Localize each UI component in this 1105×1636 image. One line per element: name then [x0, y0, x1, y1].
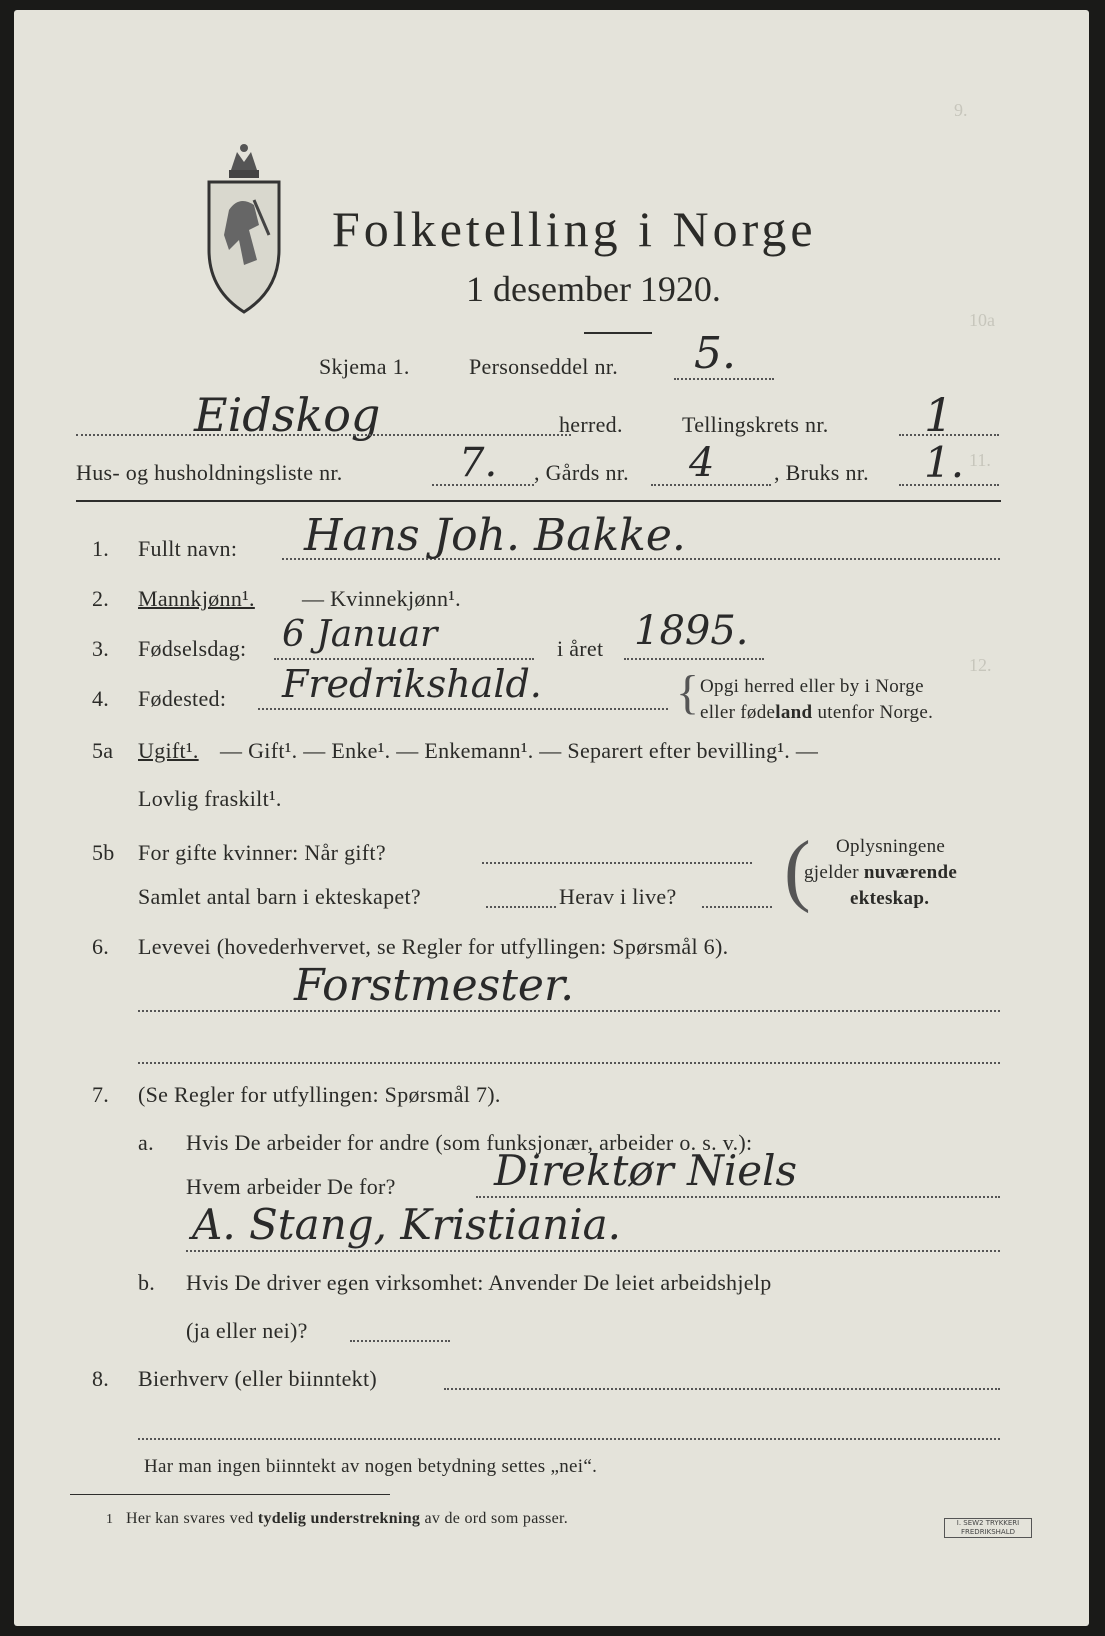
- q3-number: 3.: [92, 636, 110, 661]
- q1-number: 1.: [92, 536, 110, 561]
- q5b-married-line: [482, 862, 752, 864]
- skjema-label: Skjema 1.: [319, 354, 410, 379]
- marital-ugift-underlined: Ugift¹.: [138, 738, 199, 763]
- q4-note-brace: {: [676, 666, 700, 719]
- norway-coat-of-arms-icon: [199, 140, 289, 320]
- occupation-value: Forstmester.: [294, 960, 575, 1011]
- municipality-value: Eidskog: [194, 388, 381, 442]
- q3-day-line: [274, 658, 534, 660]
- q8-line-1: [444, 1388, 1000, 1390]
- printer-stamp: I. SEW2 TRYKKERI FREDRIKSHALD: [944, 1518, 1032, 1538]
- q5b-label: For gifte kvinner: Når gift?: [138, 840, 386, 865]
- q7b-letter: b.: [138, 1270, 156, 1295]
- q2-number: 2.: [92, 586, 110, 611]
- q4-label: Fødested:: [138, 686, 227, 711]
- q8-number: 8.: [92, 1366, 110, 1391]
- q7a-label: Hvis De arbeider for andre (som funksjonær, arbeider o. s. v.):: [186, 1130, 753, 1155]
- q7-number: 7.: [92, 1082, 110, 1107]
- herred-line: [76, 434, 571, 436]
- bruks-label: , Bruks nr.: [774, 460, 869, 485]
- q5b-number: 5b: [92, 840, 115, 865]
- q6-line-1: [138, 1010, 1000, 1012]
- q5b-note-line1: Oplysningene: [836, 836, 946, 857]
- footnote-text: Her kan svares ved tydelig understrekning av de ord som passer.: [126, 1510, 569, 1527]
- birth-day-value: 6 Januar: [282, 614, 438, 655]
- q7a-letter: a.: [138, 1130, 154, 1155]
- herred-label: herred.: [559, 412, 623, 437]
- q5b-note-line3: ekteskap.: [850, 888, 930, 909]
- q7b-line: [350, 1340, 450, 1342]
- gender-female-option: — Kvinnekjønn¹.: [302, 586, 461, 611]
- bruks-value: 1.: [924, 438, 965, 487]
- census-date: 1 desember 1920.: [466, 269, 721, 309]
- tellingskrets-value: 1: [924, 388, 954, 442]
- no-income-note: Har man ingen biinntekt av nogen betydning settes „nei“.: [144, 1456, 598, 1477]
- q1-label: Fullt navn:: [138, 536, 238, 561]
- marital-other-options: — Gift¹. — Enke¹. — Enkemann¹. — Separert efter bevilling¹. —: [220, 738, 819, 763]
- q4-note-line2: eller fødeland utenfor Norge.: [700, 702, 934, 723]
- personseddel-label: Personseddel nr.: [469, 354, 619, 379]
- census-form-page: [14, 10, 1089, 1626]
- q7-label: (Se Regler for utfyllingen: Spørsmål 7).: [138, 1082, 501, 1107]
- marital-divorced-option: Lovlig fraskilt¹.: [138, 786, 282, 811]
- personseddel-value: 5.: [694, 328, 736, 379]
- q4-line: [258, 708, 668, 710]
- q7a-employer-label: Hvem arbeider De for?: [186, 1174, 396, 1199]
- husliste-label: Hus- og husholdningsliste nr.: [76, 460, 343, 485]
- full-name-value: Hans Joh. Bakke.: [304, 510, 686, 561]
- form-title: Folketelling i Norge: [332, 201, 817, 257]
- q5b-note-line2: gjelder nuværende: [804, 862, 958, 883]
- gards-value: 4: [689, 440, 715, 486]
- title-divider: [584, 332, 652, 334]
- tellingskrets-label: Tellingskrets nr.: [682, 412, 829, 437]
- bleed-through-text: 9.: [954, 100, 968, 120]
- gender-male-underlined: Mannkjønn¹.: [138, 586, 255, 611]
- gards-label: , Gårds nr.: [534, 460, 629, 485]
- q5a-number: 5a: [92, 738, 114, 763]
- employer-value-line1: Direktør Niels: [494, 1146, 798, 1195]
- q4-number: 4.: [92, 686, 110, 711]
- q8-line-2: [138, 1438, 1000, 1440]
- q7b-label: Hvis De driver egen virksomhet: Anvender De leiet arbeidshjelp: [186, 1270, 772, 1295]
- q5b-children-line: [486, 906, 556, 908]
- footnote-marker: 1: [106, 1512, 114, 1527]
- q3-year-label: i året: [557, 636, 604, 661]
- q6-label: Levevei (hovederhvervet, se Regler for utfyllingen: Spørsmål 6).: [138, 934, 729, 959]
- q6-line-2: [138, 1062, 1000, 1064]
- q4-note-line1: Opgi herred eller by i Norge: [700, 676, 924, 697]
- birth-year-value: 1895.: [634, 608, 749, 654]
- q7b-yes-no-label: (ja eller nei)?: [186, 1318, 308, 1343]
- q6-number: 6.: [92, 934, 110, 959]
- q7a-line-2: [186, 1250, 1000, 1252]
- q5b-living-label: Herav i live?: [559, 884, 677, 909]
- header-rule: [76, 500, 1001, 502]
- footnote-rule: [70, 1494, 390, 1495]
- bleed-through-text: 11.: [969, 450, 991, 470]
- employer-value-line2: A. Stang, Kristiania.: [192, 1200, 622, 1249]
- q8-label: Bierhverv (eller biinntekt): [138, 1366, 378, 1391]
- q7a-line-1: [476, 1196, 1000, 1198]
- q3-year-line: [624, 658, 764, 660]
- birthplace-value: Fredrikshald.: [282, 662, 542, 706]
- q5b-children-label: Samlet antal barn i ekteskapet?: [138, 884, 421, 909]
- q3-label: Fødselsdag:: [138, 636, 247, 661]
- q5b-living-line: [702, 906, 772, 908]
- bleed-through-text: 12.: [969, 655, 992, 675]
- husliste-value: 7.: [459, 440, 498, 486]
- bleed-through-text: 10a: [969, 310, 995, 330]
- q5b-note-brace: (: [784, 826, 811, 914]
